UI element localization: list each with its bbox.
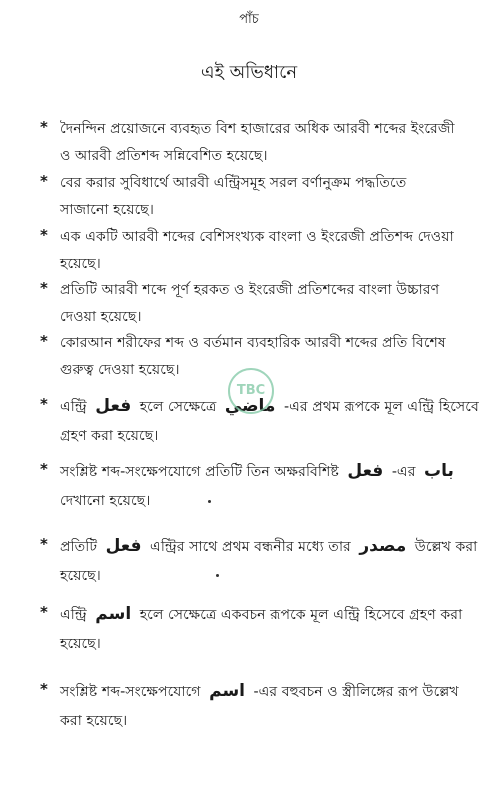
bullet-star-icon: *	[40, 118, 48, 136]
item-line: দৈনন্দিন প্রয়োজনে ব্যবহৃত বিশ হাজারের অধিক আরবী শব্দের ইংরেজী	[60, 121, 455, 137]
arabic-term: مصدر	[359, 536, 407, 556]
page-number: পাঁচ	[239, 12, 259, 27]
arabic-term: اسم	[209, 681, 245, 701]
item-line: এক একটি আরবী শব্দের বেশিসংখ্যক বাংলা ও ইংরেজী প্রতিশব্দ দেওয়া	[60, 229, 454, 245]
item-text: এন্ট্রির সাথে প্রথম বন্ধনীর মধ্যে তার	[150, 539, 351, 555]
bullet-star-icon: *	[40, 395, 48, 413]
item-line	[60, 601, 480, 629]
item-line: দেওয়া হয়েছে।	[60, 309, 142, 325]
arabic-term: ماضي	[224, 396, 276, 416]
item-line: দেখানো হয়েছে।	[60, 493, 151, 509]
arabic-term: فعل	[347, 461, 384, 481]
speck-mark	[208, 500, 211, 503]
item-line: সাজানো হয়েছে।	[60, 202, 154, 218]
item-text: -এর প্রথম রূপকে মূল এন্ট্রি হিসেবে	[283, 399, 479, 415]
arabic-term: باب	[424, 461, 454, 481]
bullet-star-icon: *	[40, 603, 48, 621]
watermark-logo: TBC	[228, 368, 274, 414]
item-text: হলে সেক্ষেত্রে	[139, 399, 217, 415]
arabic-term: اسم	[95, 604, 132, 624]
item-line: হয়েছে।	[60, 568, 101, 584]
item-line: গুরুত্ব দেওয়া হয়েছে।	[60, 362, 180, 378]
item-line: কোরআন শরীফের শব্দ ও বর্তমান ব্যবহারিক আরবী শব্দের প্রতি বিশেষ	[60, 335, 446, 351]
item-text: উল্লেখ করা	[414, 539, 478, 555]
page-title: এই অভিধানে	[200, 62, 298, 83]
bullet-star-icon: *	[40, 226, 48, 244]
speck-mark	[216, 574, 219, 577]
item-text: সংশ্লিষ্ট শব্দ-সংক্ষেপযোগে	[60, 684, 201, 700]
bullet-star-icon: *	[40, 460, 48, 478]
item-text: -এর বহুবচন ও স্ত্রীলিঙ্গের রূপ উল্লেখ	[253, 684, 459, 700]
item-line	[60, 458, 480, 486]
item-line: ও আরবী প্রতিশব্দ সন্নিবেশিত হয়েছে।	[60, 148, 268, 164]
item-line: হয়েছে।	[60, 256, 101, 272]
arabic-term: فعل	[95, 396, 132, 416]
item-text: হলে সেক্ষেত্রে একবচন রূপকে মূল এন্ট্রি হিসেবে গ্রহণ করা	[139, 607, 463, 623]
arabic-term: فعل	[105, 536, 142, 556]
item-text: এন্ট্রি	[60, 607, 87, 623]
item-line: করা হয়েছে।	[60, 713, 128, 729]
item-line: প্রতিটি আরবী শব্দে পূর্ণ হরকত ও ইংরেজী প্রতিশব্দের বাংলা উচ্চারণ	[60, 282, 440, 298]
item-line	[60, 678, 480, 706]
bullet-star-icon: *	[40, 279, 48, 297]
bullet-star-icon: *	[40, 172, 48, 190]
item-text: সংশ্লিষ্ট শব্দ-সংক্ষেপযোগে প্রতিটি তিন অক্ষরবিশিষ্ট	[60, 464, 339, 480]
item-line: বের করার সুবিধার্থে আরবী এন্ট্রিসমূহ সরল বর্ণানুক্রম পদ্ধতিতে	[60, 175, 407, 191]
item-line: হয়েছে।	[60, 636, 101, 652]
item-text: এন্ট্রি	[60, 399, 87, 415]
item-line	[60, 533, 480, 561]
bullet-star-icon: *	[40, 680, 48, 698]
item-line: গ্রহণ করা হয়েছে।	[60, 428, 159, 444]
bullet-star-icon: *	[40, 535, 48, 553]
bullet-star-icon: *	[40, 332, 48, 350]
item-text: প্রতিটি	[60, 539, 98, 555]
item-text: -এর	[391, 464, 416, 480]
